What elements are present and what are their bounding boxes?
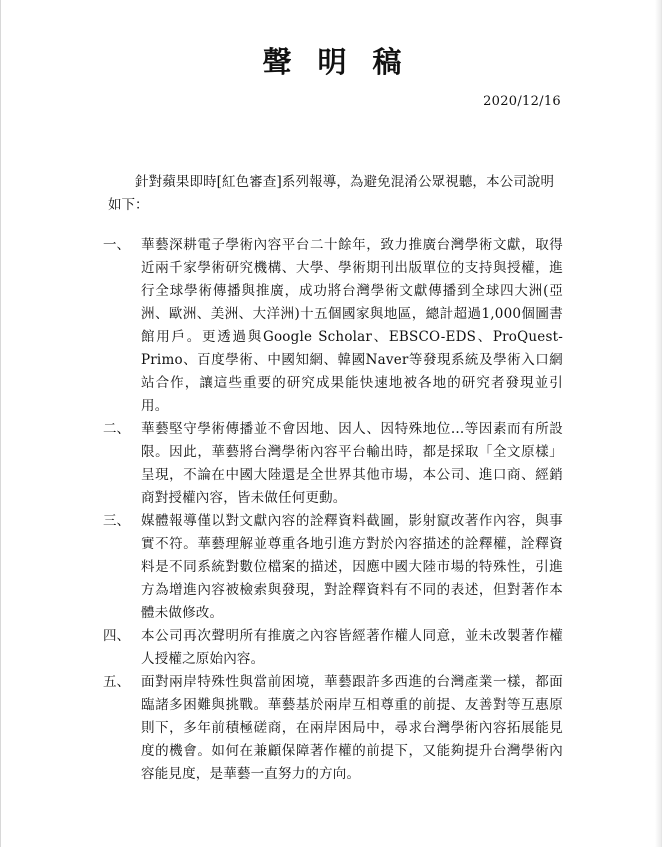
item-text: 媒體報導僅以對文獻內容的詮釋資料截圖，影射竄改著作內容，與事實不符。華藝理解並尊重各地引進方對於內容描述的詮釋權，詮釋資料是不同系統對數位檔案的描述，因應中國大陸市場的特殊性，引進方為增進內容被檢索與發現，對詮釋資料有不同的表述，但對著作本體未做修改。 (141, 513, 563, 621)
item-text: 華藝堅守學術傳播並不會因地、因人、因特殊地位...等因素而有所設限。因此，華藝將台灣學術內容平台輸出時，都是採取「全文原樣」呈現，不論在中國大陸還是全世界其他市場，本公司、進口商、經銷商對授權內容，皆未做任何更動。 (141, 421, 563, 506)
list-item (103, 671, 563, 786)
item-number: 二、 (103, 421, 130, 437)
item-number: 一、 (103, 237, 130, 253)
item-text: 華藝深耕電子學術內容平台二十餘年，致力推廣台灣學術文獻，取得近兩千家學術研究機構、大學、學術期刊出版單位的支持與授權，進行全球學術傳播與推廣，成功將台灣學術文獻傳播到全球四大洲(亞洲、歐洲、美洲、大洋洲)十五個國家與地區，總計超過1,000個圖書館用戶。更透過與Google Scholar、EBSCO-EDS、ProQuest-Primo、百度學術、中國知網、韓國Naver等發現系統及學術入口網站合作，讓這些重要的研究成果能快速地被各地的研究者發現並引用。 (141, 237, 563, 414)
item-text: 本公司再次聲明所有推廣之內容皆經著作權人同意，並未改製著作權人授權之原始內容。 (141, 628, 563, 667)
page-title: 聲明稿 (262, 45, 428, 79)
document-date: 2020/12/16 (483, 94, 561, 109)
item-number: 五、 (103, 674, 130, 690)
list-item (103, 510, 563, 625)
scan-edge-shadow (655, 0, 661, 847)
list-item (103, 625, 563, 671)
list-item (103, 418, 563, 510)
statement-list (103, 234, 563, 786)
item-text: 面對兩岸特殊性與當前困境，華藝跟許多西進的台灣產業一樣，都面臨諸多困難與挑戰。華藝基於兩岸互相尊重的前提、友善對等互惠原則下，多年前積極磋商，在兩岸困局中，尋求台灣學術內容拓展能見度的機會。如何在兼顧保障著作權的前提下，又能夠提升台灣學術內容能見度，是華藝一直努力的方向。 (141, 674, 563, 782)
list-item (103, 234, 563, 418)
item-number: 三、 (103, 513, 130, 529)
intro-paragraph: 針對蘋果即時[紅色審查]系列報導，為避免混淆公眾視聽，本公司說明如下： (108, 174, 554, 213)
item-number: 四、 (103, 628, 130, 644)
